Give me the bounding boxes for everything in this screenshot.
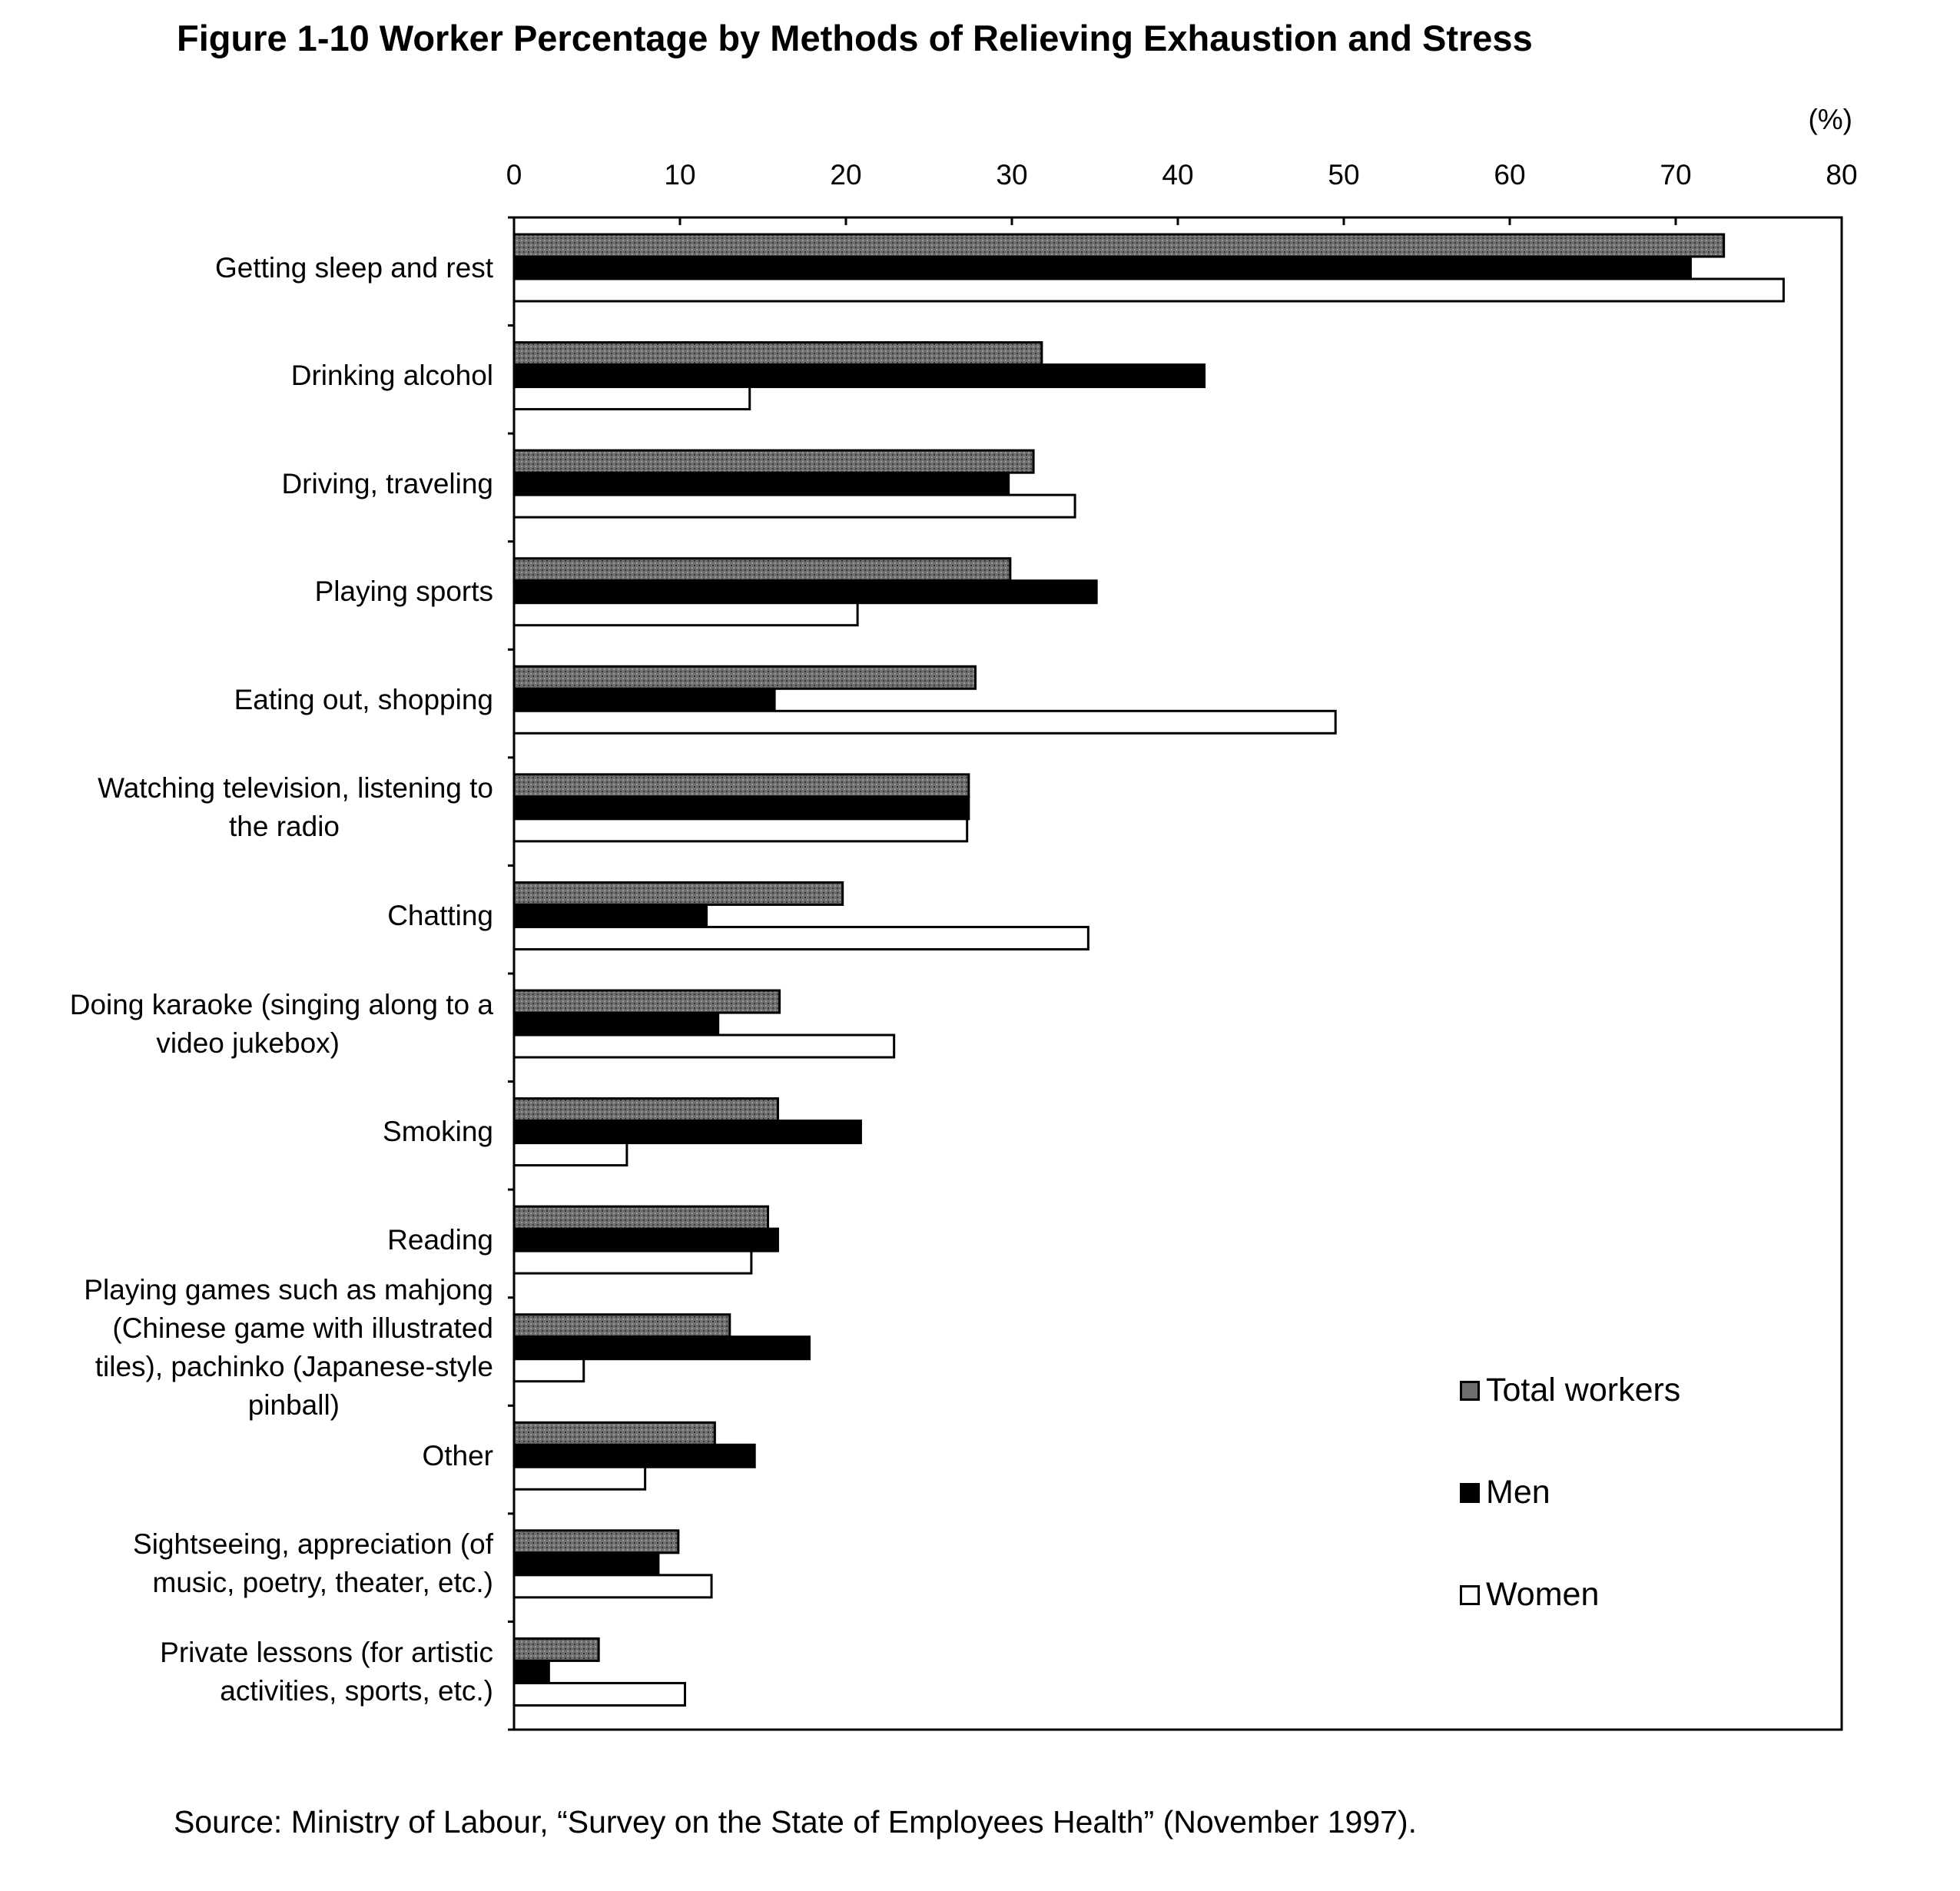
legend-item-women bbox=[1460, 1576, 1599, 1614]
bar-women bbox=[514, 495, 1075, 517]
category-label-line: activities, sports, etc.) bbox=[220, 1674, 493, 1707]
category-label-line: Sightseeing, appreciation (of bbox=[133, 1528, 493, 1561]
bar-men bbox=[514, 1121, 861, 1143]
category-label bbox=[48, 1634, 493, 1710]
bar-total bbox=[514, 559, 1010, 581]
bar-men bbox=[514, 1660, 549, 1683]
source-note: Source: Ministry of Labour, “Survey on the State of Employees Health” (November 1997). bbox=[174, 1804, 1417, 1840]
bar-men bbox=[514, 797, 969, 819]
bar-total bbox=[514, 1422, 715, 1445]
category-label-line: Reading bbox=[387, 1223, 493, 1256]
legend-swatch-men bbox=[1460, 1483, 1480, 1503]
bar-women bbox=[514, 1359, 584, 1382]
chart-title: Figure 1-10 Worker Percentage by Methods of Relieving Exhaustion and Stress bbox=[177, 18, 1533, 58]
bar-women bbox=[514, 1467, 645, 1489]
legend-label-women: Women bbox=[1486, 1576, 1600, 1613]
bar-total bbox=[514, 882, 843, 904]
category-label-line: Doing karaoke (singing along to a bbox=[69, 988, 493, 1020]
bar-women bbox=[514, 1683, 685, 1705]
bar-men bbox=[514, 688, 774, 711]
category-label-line: Playing sports bbox=[314, 576, 493, 608]
x-tick-label: 10 bbox=[664, 159, 696, 191]
bar-women bbox=[514, 927, 1088, 949]
legend-label-total: Total workers bbox=[1486, 1372, 1681, 1408]
bar-total bbox=[514, 666, 975, 688]
legend-label-men: Men bbox=[1486, 1474, 1550, 1511]
bar-total bbox=[514, 775, 969, 797]
bar-total bbox=[514, 234, 1724, 257]
x-tick-label: 30 bbox=[996, 159, 1028, 191]
category-label bbox=[48, 986, 493, 1063]
bar-women bbox=[514, 387, 750, 410]
bar-women bbox=[514, 279, 1783, 301]
category-label bbox=[48, 357, 493, 395]
bar-men bbox=[514, 1445, 754, 1467]
bar-women bbox=[514, 1035, 894, 1057]
bar-women bbox=[514, 711, 1335, 733]
category-label bbox=[48, 1525, 493, 1602]
legend-item-men bbox=[1460, 1474, 1550, 1511]
bar-total bbox=[514, 343, 1042, 365]
bar-women bbox=[514, 1143, 627, 1166]
category-label bbox=[48, 769, 493, 846]
category-label bbox=[48, 897, 493, 935]
category-label-line: Driving, traveling bbox=[281, 467, 493, 499]
category-label bbox=[48, 1221, 493, 1259]
category-label bbox=[48, 1437, 493, 1475]
category-label-line: Other bbox=[422, 1439, 493, 1471]
category-label-line: Private lessons (for artistic bbox=[160, 1636, 493, 1668]
category-label bbox=[48, 249, 493, 287]
bar-men bbox=[514, 365, 1205, 387]
category-label-line: Drinking alcohol bbox=[290, 360, 493, 392]
x-tick-label: 40 bbox=[1162, 159, 1194, 191]
bar-women bbox=[514, 1251, 751, 1273]
bar-total bbox=[514, 1638, 599, 1660]
category-label bbox=[48, 681, 493, 719]
bar-men bbox=[514, 257, 1690, 279]
category-label bbox=[48, 572, 493, 611]
category-label bbox=[48, 1271, 493, 1425]
bar-total bbox=[514, 450, 1033, 473]
bar-men bbox=[514, 581, 1096, 603]
category-label-line: the radio bbox=[229, 811, 340, 843]
category-label-line: pinball) bbox=[247, 1389, 340, 1422]
category-label-line: Playing games such as mahjong bbox=[84, 1274, 493, 1306]
x-tick-label: 20 bbox=[830, 159, 862, 191]
plot-frame bbox=[514, 217, 1842, 1730]
category-label-line: tiles), pachinko (Japanese-style bbox=[95, 1351, 493, 1383]
x-tick-label: 50 bbox=[1328, 159, 1360, 191]
legend-swatch-total bbox=[1460, 1381, 1480, 1401]
legend-item-total bbox=[1460, 1372, 1680, 1409]
category-label-line: Getting sleep and rest bbox=[215, 251, 493, 284]
category-label-line: video jukebox) bbox=[156, 1027, 340, 1059]
bar-women bbox=[514, 603, 857, 625]
bar-total bbox=[514, 990, 780, 1013]
bar-total bbox=[514, 1315, 730, 1337]
bar-men bbox=[514, 1013, 718, 1035]
bar-men bbox=[514, 1553, 658, 1575]
bar-men bbox=[514, 473, 1009, 495]
x-unit-label: (%) bbox=[1808, 104, 1852, 135]
category-label-line: (Chinese game with illustrated bbox=[112, 1312, 493, 1345]
category-label bbox=[48, 465, 493, 503]
category-label-line: Eating out, shopping bbox=[234, 683, 493, 715]
bar-total bbox=[514, 1531, 678, 1553]
bar-women bbox=[514, 1575, 711, 1597]
bar-women bbox=[514, 819, 967, 841]
bar-total bbox=[514, 1099, 778, 1121]
bar-men bbox=[514, 904, 707, 927]
bar-men bbox=[514, 1337, 809, 1359]
category-label bbox=[48, 1113, 493, 1151]
x-tick-label: 70 bbox=[1660, 159, 1692, 191]
bar-total bbox=[514, 1206, 768, 1229]
category-label-line: Chatting bbox=[387, 899, 493, 931]
category-label-line: Watching television, listening to bbox=[98, 772, 493, 805]
x-tick-label: 80 bbox=[1826, 159, 1858, 191]
legend-swatch-women bbox=[1460, 1585, 1480, 1605]
category-label-line: Smoking bbox=[383, 1116, 493, 1148]
x-tick-label: 60 bbox=[1494, 159, 1526, 191]
category-label-line: music, poetry, theater, etc.) bbox=[152, 1567, 493, 1599]
x-tick-label: 0 bbox=[506, 159, 522, 191]
bar-men bbox=[514, 1229, 778, 1251]
